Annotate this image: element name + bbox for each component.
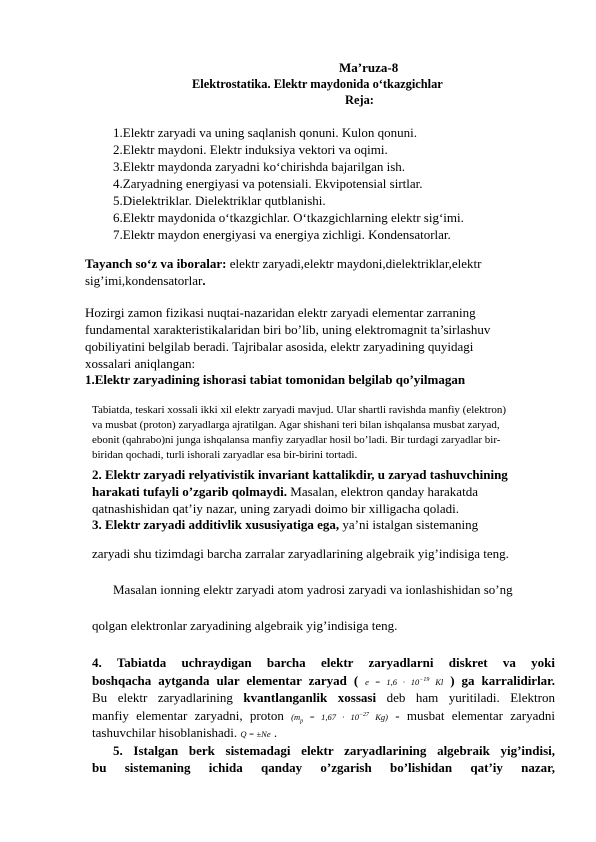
- property-3-line-2: zaryadi shu tizimdagi barcha zarralar zaryadlarining algebraik yig’indisiga teng.: [92, 546, 509, 561]
- property-3-line: [92, 517, 478, 533]
- small-text-line: ebonit (qahrabo)ni junga ishqalansa manfiy zaryadlar hosil bo’ladi. Bir turdagi zaryadlar bir-: [92, 434, 501, 446]
- lecture-topic: Elektrostatika. Elektr maydonida o‘tkazgichlar: [192, 77, 443, 91]
- quantization-term: kvantlanganlik xossasi: [243, 690, 377, 705]
- property-5-line-2: bu sistemaning ichida qanday o’zgarish bo’lishidan qat’iy nazar,: [92, 760, 555, 775]
- elementary-charge-formula: $e = 1,6 \cdot 10^{-19}$ Kl: [365, 677, 444, 687]
- plan-item: 4.Zaryadning energiyasi va potensiali. Ekvipotensial sirtlar.: [113, 176, 423, 191]
- property-4-text-end: ) ga karralidirlar.: [450, 673, 556, 688]
- property-4-text: boshqacha aytganda ular elementar zaryad (: [92, 673, 359, 688]
- small-text-line: va musbat (proton) zaryadlarga ajratilgan. Agar shishani teri bilan ishqalansa musbat zaryad,: [92, 419, 500, 431]
- property-2-line: [92, 484, 478, 500]
- keywords-text: elektr zaryadi,elektr maydoni,dielektriklar,elektr: [226, 256, 482, 271]
- property-4-line-2: [92, 673, 555, 689]
- proton-mass-formula: ($m_p = 1,67 \cdot 10^{-27}$ Kg): [291, 712, 388, 725]
- property-2-title: 2. Elektr zaryadi relyativistik invariant kattalikdir, u zaryad tashuvchining: [92, 467, 508, 482]
- property-2-title-end: harakati tufayli o’zgarib qolmaydi.: [92, 484, 288, 499]
- property-3-example: Masalan ionning elektr zaryadi atom yadrosi zaryadi va ionlashishidan so’ng: [113, 582, 513, 597]
- property-2-line-3: qatnashishidan qat’iy nazar, uning zaryadi doimo bir xilligacha qoladi.: [92, 501, 459, 516]
- property-3-title: 3. Elektr zaryadi additivlik xususiyatiga ega,: [92, 517, 340, 532]
- plan-heading: Reja:: [345, 93, 374, 107]
- keywords-line-2: [85, 273, 206, 289]
- intro-line: xossalari aniqlangan:: [85, 356, 196, 371]
- property-3-text: ya’ni istalgan sistemaning: [339, 517, 479, 532]
- keywords-label: Tayanch so‘z va iboralar:: [85, 256, 227, 271]
- small-text-line: Tabiatda, teskari xossali ikki xil elektr zaryadi mavjud. Ular shartli ravishda manfiy (elektron): [92, 404, 507, 416]
- property-4-line-5: tashuvchilar hisoblanishadi. Q = ±Ne .: [92, 725, 278, 740]
- property-4-line-1: 4. Tabiatda uchraydigan barcha elektr zaryadlarni diskret va yoki: [92, 655, 555, 670]
- plan-item: 1.Elektr zaryadi va uning saqlanish qonuni. Kulon qonuni.: [113, 125, 418, 140]
- property-2-text: Masalan, elektron qanday harakatda: [287, 484, 478, 499]
- keywords-text-2: sig’imi,kondensatorlar: [85, 273, 203, 288]
- intro-line: Hozirgi zamon fizikasi nuqtai-nazaridan elektr zaryadi elementar zarraning: [85, 305, 476, 320]
- keywords-end: .: [202, 273, 206, 288]
- keywords-line: [85, 256, 481, 272]
- small-text-line: biridan qochadi, turli ishorali zaryadlar esa bir-birini tortadi.: [92, 449, 358, 461]
- intro-line: qobiliyatini belgilab beradi. Tajribalar asosida, elektr zaryadining quyidagi: [85, 339, 474, 354]
- property-4-line-4: manfiy elementar zaryadni, proton ($m_p = 1,67 \cdot 10^{-27}$ Kg) - musbat elementar zaryadni: [92, 708, 556, 725]
- property-1-title: 1.Elektr zaryadining ishorasi tabiat tomonidan belgilab qo’yilmagan: [85, 372, 466, 387]
- property-3-example-2: qolgan elektronlar zaryadining algebraik yig’indisiga teng.: [92, 618, 398, 633]
- charge-formula: Q = ±Ne: [240, 729, 271, 739]
- plan-item: 7.Elektr maydon energiyasi va energiya zichligi. Kondensatorlar.: [113, 227, 451, 242]
- plan-item: 6.Elektr maydonida o‘tkazgichlar. O‘tkazgichlarning elektr sig‘imi.: [113, 210, 464, 225]
- lecture-number: Ma’ruza-8: [339, 60, 399, 75]
- plan-item: 3.Elektr maydonda zaryadni ko‘chirishda bajarilgan ish.: [113, 159, 406, 174]
- intro-line: fundamental xarakteristikalaridan biri bo’lib, uning elektromagnit ta’sirlashuv: [85, 322, 491, 337]
- plan-item: 5.Dielektriklar. Dielektriklar qutblanishi.: [113, 193, 326, 208]
- property-4-line-3: Bu elektr zaryadlarining kvantlanganlik xossasi deb ham yuritiladi. Elektron: [92, 690, 555, 705]
- plan-item: 2.Elektr maydoni. Elektr induksiya vektori va oqimi.: [113, 142, 388, 157]
- property-5-line-1: 5. Istalgan berk sistemadagi elektr zaryadlarining algebraik yig’indisi,: [113, 743, 555, 758]
